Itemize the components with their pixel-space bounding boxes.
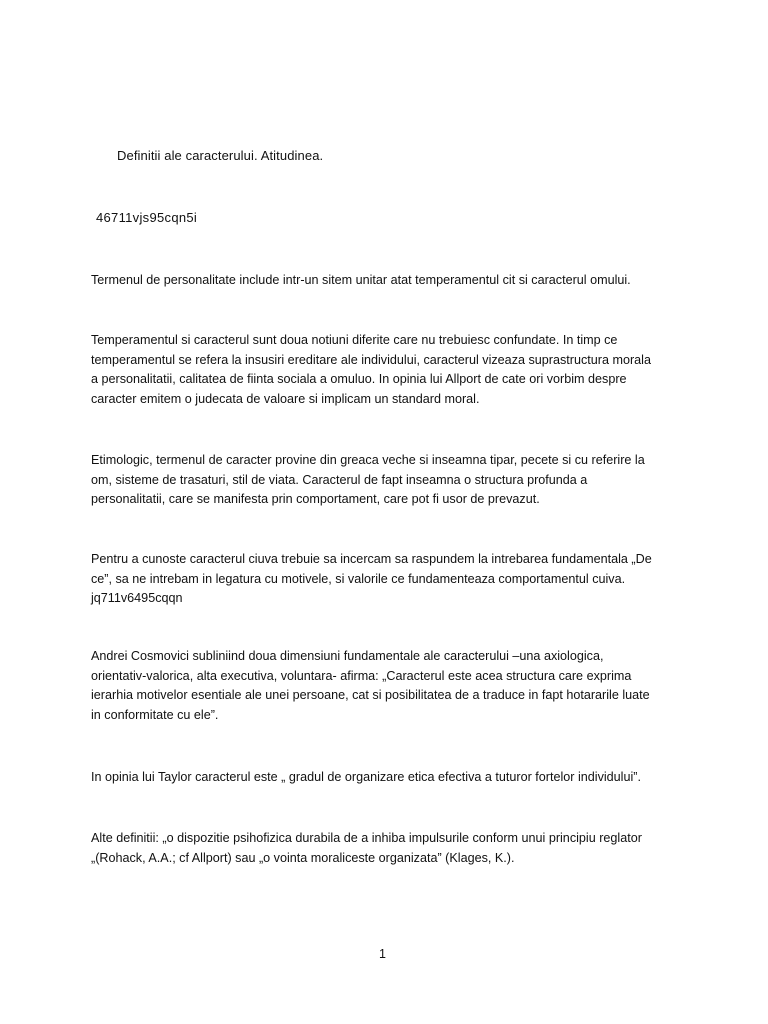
paragraph-personality-definition <box>91 271 681 291</box>
paragraph-line: Etimologic, termenul de caracter provine din greaca veche si inseamna tipar, pecete si cu referire la <box>91 453 645 467</box>
paragraph-cosmovici <box>91 647 681 725</box>
paragraph-line: caracter emitem o judecata de valoare si implicam un standard moral. <box>91 391 480 406</box>
paragraph-line: a personalitatii, calitatea de fiinta sociala a omuluo. In opinia lui Allport de cate ori vorbim despre <box>91 372 627 386</box>
paragraph-line: Alte definitii: „o dispozitie psihofizica durabila de a inhiba impulsurile conform unui principiu reglator <box>91 831 642 845</box>
paragraph-line: jq711v6495cqqn <box>91 591 183 605</box>
paragraph-line: Pentru a cunoste caracterul ciuva trebuie sa incercam sa raspundem la intrebarea fundamentala „De <box>91 552 652 566</box>
paragraph-knowing-character <box>91 550 681 609</box>
page-number: 1 <box>379 947 386 961</box>
paragraph-line: „(Rohack, A.A.; cf Allport) sau „o vointa moraliceste organizata” (Klages, K.). <box>91 850 515 865</box>
paragraph-taylor <box>91 768 681 788</box>
document-code: 46711vjs95cqn5i <box>96 210 198 225</box>
paragraph-line: Termenul de personalitate include intr-un sitem unitar atat temperamentul cit si caracterul omului. <box>91 273 631 287</box>
paragraph-line: ierarhia motivelor esentiale ale unei persoane, cat si posibilitatea de a traduce in fapt hotararile luate <box>91 688 650 702</box>
paragraph-line: Andrei Cosmovici subliniind doua dimensiuni fundamentale ale caracterului –una axiologica, <box>91 649 604 663</box>
paragraph-line: in conformitate cu ele”. <box>91 707 219 722</box>
paragraph-line: om, sisteme de trasaturi, stil de viata. Caracterul de fapt inseamna o structura profunda a <box>91 472 588 487</box>
paragraph-etymology <box>91 451 681 510</box>
document-title: Definitii ale caracterului. Atitudinea. <box>117 148 324 163</box>
paragraph-line: Temperamentul si caracterul sunt doua notiuni diferite care nu trebuiesc confundate. In timp ce <box>91 333 618 347</box>
paragraph-other-definitions <box>91 829 681 868</box>
paragraph-temperament-character <box>91 331 681 409</box>
paragraph-line: In opinia lui Taylor caracterul este „ gradul de organizare etica efectiva a tuturor fortelor individului”. <box>91 770 641 784</box>
paragraph-line: ce”, sa ne intrebam in legatura cu motivele, si valorile ce fundamenteaza comportamentul cuiva. <box>91 571 626 586</box>
paragraph-line: personalitatii, care se manifesta prin comportament, care pot fi usor de prevazut. <box>91 492 540 506</box>
paragraph-line: orientativ-valorica, alta executiva, voluntara- afirma: „Caracterul este acea structura care exprima <box>91 668 632 683</box>
paragraph-line: temperamentul se refera la insusiri ereditare ale individului, caracterul vizeaza suprastructura morala <box>91 352 651 367</box>
